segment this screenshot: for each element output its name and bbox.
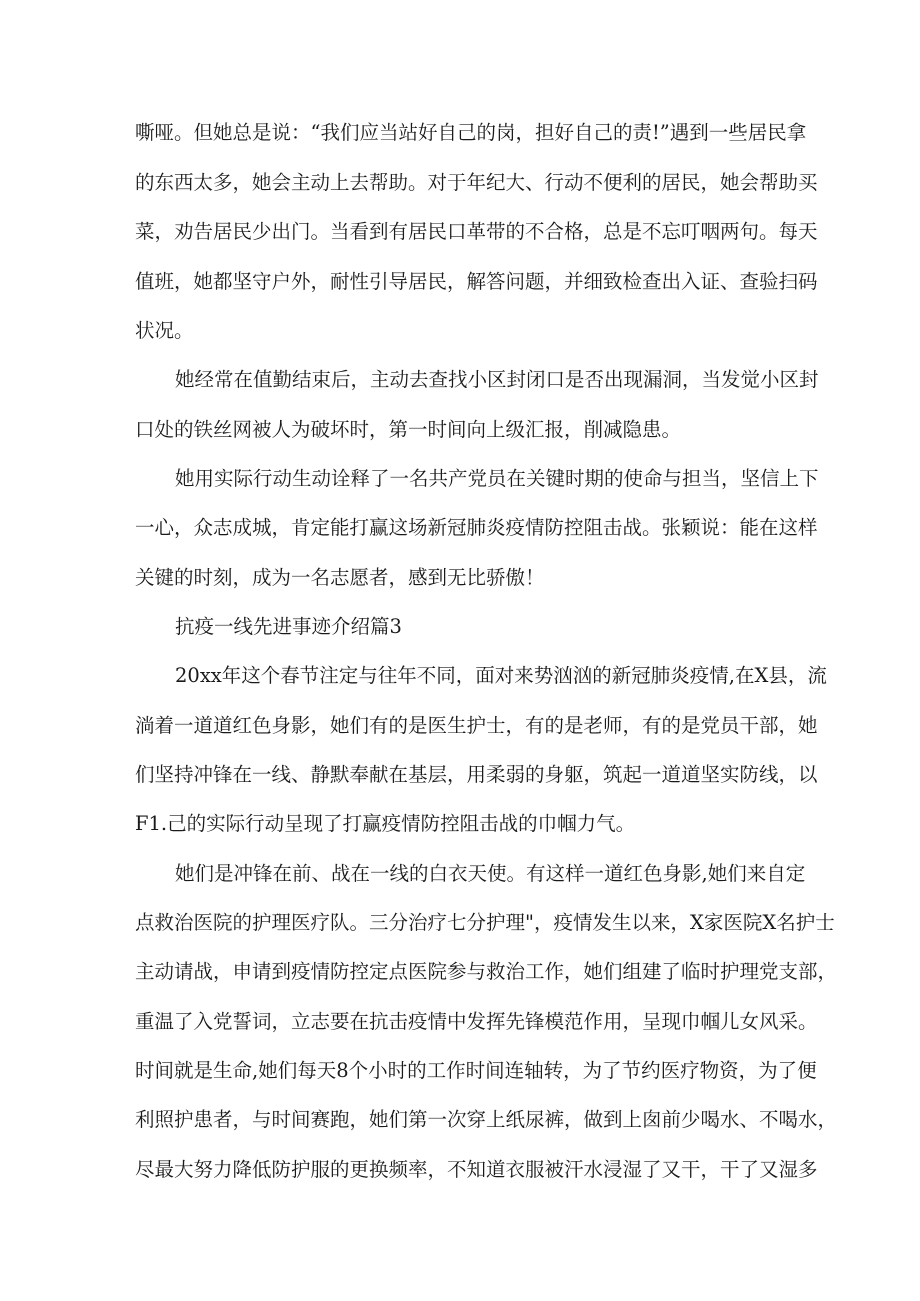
text-line: 值班，她都坚守户外，耐性引导居民，解答问题，并细致检查出入证、查验扫码 [135, 270, 818, 293]
paragraph-first-line: 她经常在值勤结束后，主动去查找小区封闭口是否出现漏洞，当发觉小区封 [175, 368, 819, 391]
text-line: 利照护患者，与时间赛跑，她们第一次穿上纸尿裤，做到上囱前少喝水、不喝水， [135, 1108, 838, 1131]
section-heading: 抗疫一线先进事迹介绍篇3 [175, 615, 402, 638]
text-line: 口处的铁丝网被人为破坏时，第一时间向上级汇报，削减隐患。 [135, 418, 682, 441]
text-line: 嘶哑。但她总是说：“我们应当站好自己的岗，担好自己的责!”遇到一些居民拿 [135, 121, 807, 144]
text-line: 点救治医院的护理医疗队。三分治疗七分护理"，疫情发生以来，X家医院X名护士 [135, 911, 835, 934]
text-line: 状况。 [135, 319, 194, 342]
text-line: F1.己的实际行动呈现了打赢疫情防控阻击战的巾帼力气。 [135, 812, 636, 835]
text-line: 重温了入党誓词，立志要在抗击疫情中发挥先锋模范作用，呈现巾帼儿女风采。 [135, 1010, 818, 1033]
text-line: 尽最大努力降低防护服的更换频率，不知道衣服被汗水浸湿了又干，干了又湿多 [135, 1158, 818, 1181]
text-line: 关键的时刻，成为一名志愿者，感到无比骄傲！ [135, 566, 545, 589]
paragraph-first-line: 她用实际行动生动诠释了一名共产党员在关键时期的使命与担当，坚信上下 [175, 467, 819, 490]
text-line: 淌着一道道红色身影，她们有的是医生护士，有的是老师，有的是党员干部，她 [135, 714, 818, 737]
paragraph-first-line: 20xx年这个春节注定与往年不同，面对来势汹汹的新冠肺炎疫情,在X县，流 [175, 664, 827, 687]
text-line: 主动请战，申请到疫情防控定点医院参与救治工作，她们组建了临时护理党支部， [135, 960, 838, 983]
text-line: 们坚持冲锋在一线、静默奉献在基层，用柔弱的身躯，筑起一道道坚实防线，以 [135, 763, 818, 786]
text-line: 一心，众志成城，肯定能打赢这场新冠肺炎疫情防控阻击战。张颖说：能在这样 [135, 516, 818, 539]
text-line: 的东西太多，她会主动上去帮助。对于年纪大、行动不便利的居民，她会帮助买 [135, 171, 818, 194]
paragraph-first-line: 她们是冲锋在前、战在一线的白衣天使。有这样一道红色身影,她们来自定 [175, 862, 806, 885]
text-line: 菜，劝告居民少出门。当看到有居民口革带的不合格，总是不忘叮咽两句。每天 [135, 220, 818, 243]
text-line: 时间就是生命,她们每天8个小时的工作时间连轴转，为了节约医疗物资，为了便 [135, 1059, 817, 1082]
